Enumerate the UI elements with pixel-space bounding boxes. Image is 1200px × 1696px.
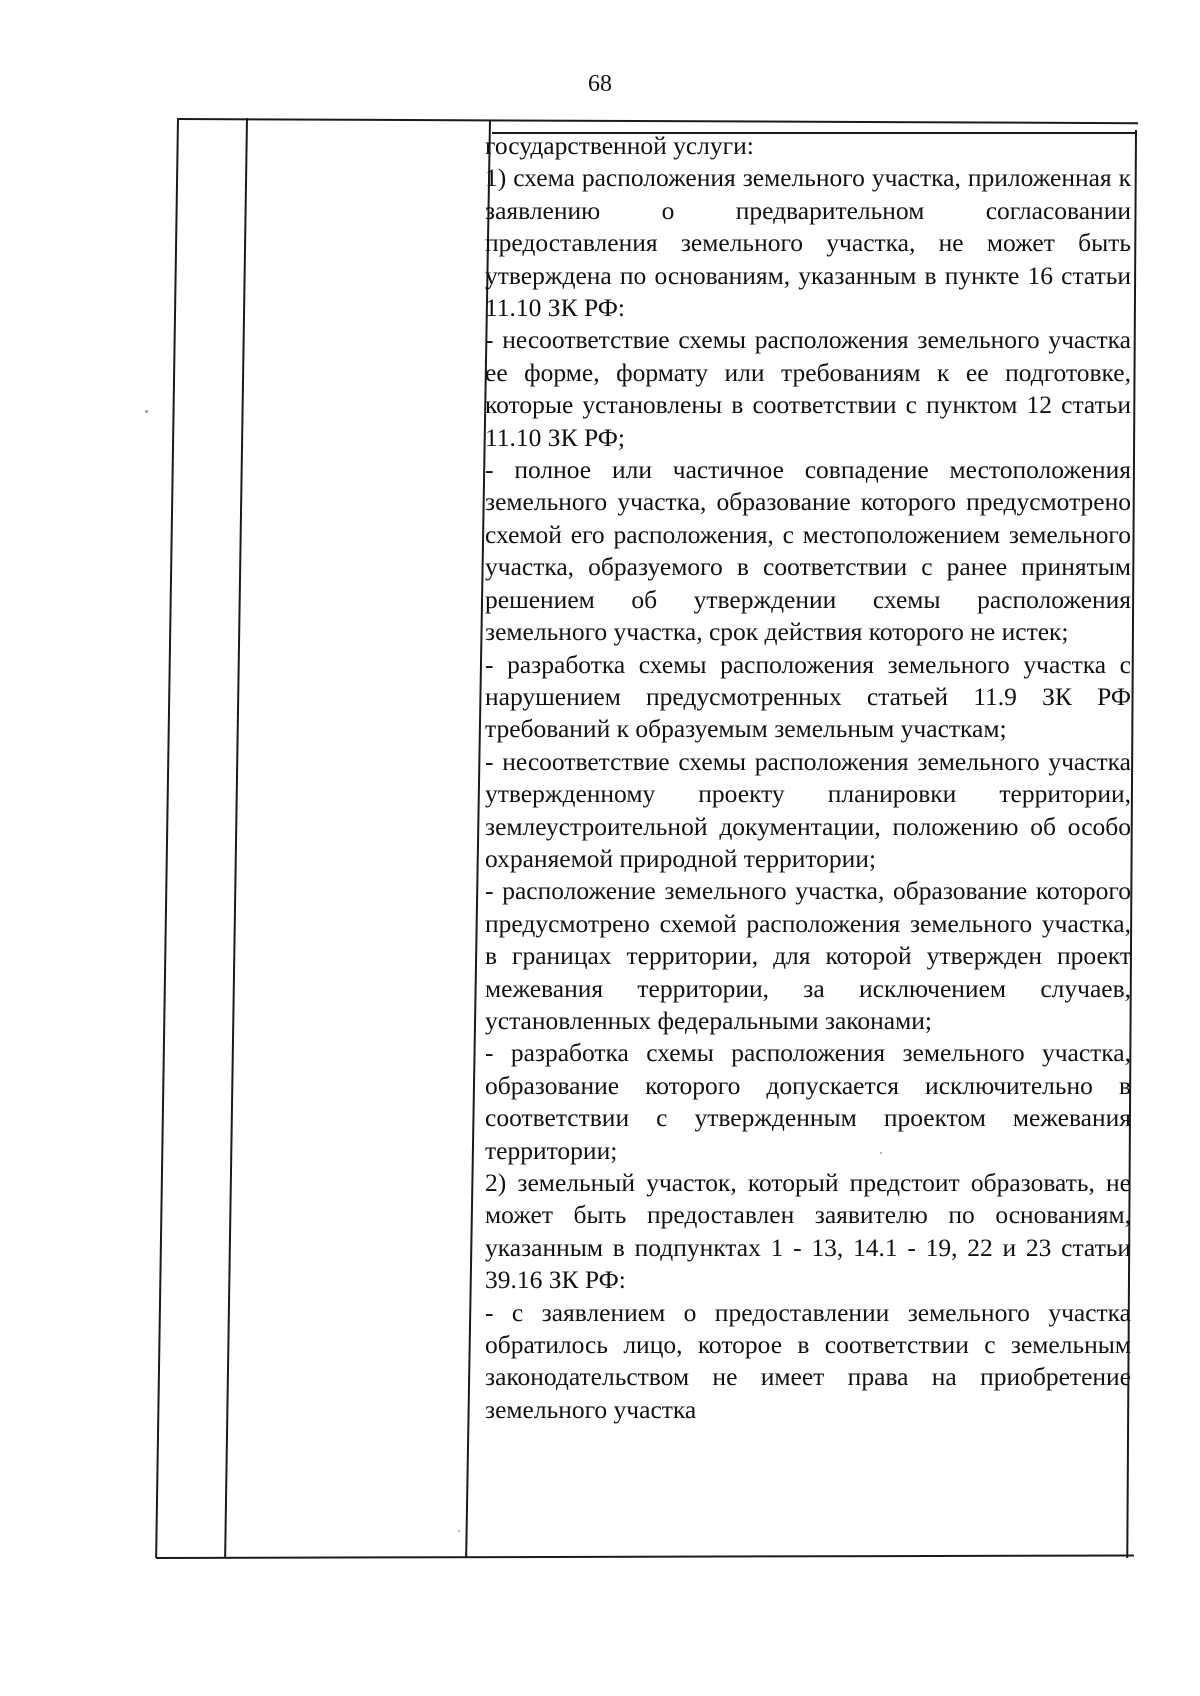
cell-paragraph: - разработка схемы расположения земельного участка, образование которого допускается исключительно в соответствии с утвержденным проектом межевания территории; (485, 1038, 1131, 1165)
scan-speck (145, 410, 148, 413)
table-column-divider-1 (224, 118, 248, 1558)
cell-paragraph: - разработка схемы расположения земельного участка с нарушением предусмотренных статьей 11.9 ЗК РФ требований к образуемым земельным участкам; (485, 649, 1131, 744)
cell-paragraph: - несоответствие схемы расположения земельного участка утвержденному проекту планировки территории, землеустроительной документации, положению об особо охраняемой природной территории; (485, 746, 1131, 873)
page-number: 68 (588, 71, 612, 97)
cell-paragraph: - полное или частичное совпадение местоположения земельного участка, образование которого предусмотрено схемой его расположения, с местоположением земельного участка, образуемого в соответствии с ранее принятым решением об утверждении схемы расположения земельного участка, срок действия которого не истек; (485, 455, 1131, 647)
scan-speck (458, 1530, 460, 1532)
cell-paragraph: - несоответствие схемы расположения земельного участка ее форме, формату или требованиям к ее подготовке, которые установлены в соответствии с пунктом 12 статьи 11.10 ЗК РФ; (485, 325, 1131, 452)
table-top-border (178, 118, 1138, 124)
cell-paragraph: 2) земельный участок, который предстоит образовать, не может быть предоставлен заявителю по основаниям, указанным в подпунктах 1 - 13, 14.1 - 19, 22 и 23 статьи 39.16 ЗК РФ: (485, 1168, 1131, 1295)
cell-paragraph: - расположение земельного участка, образование которого предусмотрено схемой расположения земельного участка, в границах территории, для которой утвержден проект межевания территории, за исключением случаев, установленных федеральными законами; (485, 876, 1131, 1035)
scan-speck (880, 1152, 882, 1154)
table-cell-text (485, 130, 1131, 1560)
cell-paragraph: государственной услуги: (485, 131, 754, 160)
cell-paragraph: - с заявлением о предоставлении земельного участка обратилось лицо, которое в соответствии с земельным законодательством не имеет права на приобретение земельного участка (485, 1297, 1131, 1424)
table-left-border (155, 118, 179, 1558)
cell-paragraph: 1) схема расположения земельного участка, приложенная к заявлению о предварительном согласовании предоставления земельного участка, не может быть утверждена по основаниям, указанным в пункте 16 статьи 11.10 ЗК РФ: (485, 163, 1131, 323)
